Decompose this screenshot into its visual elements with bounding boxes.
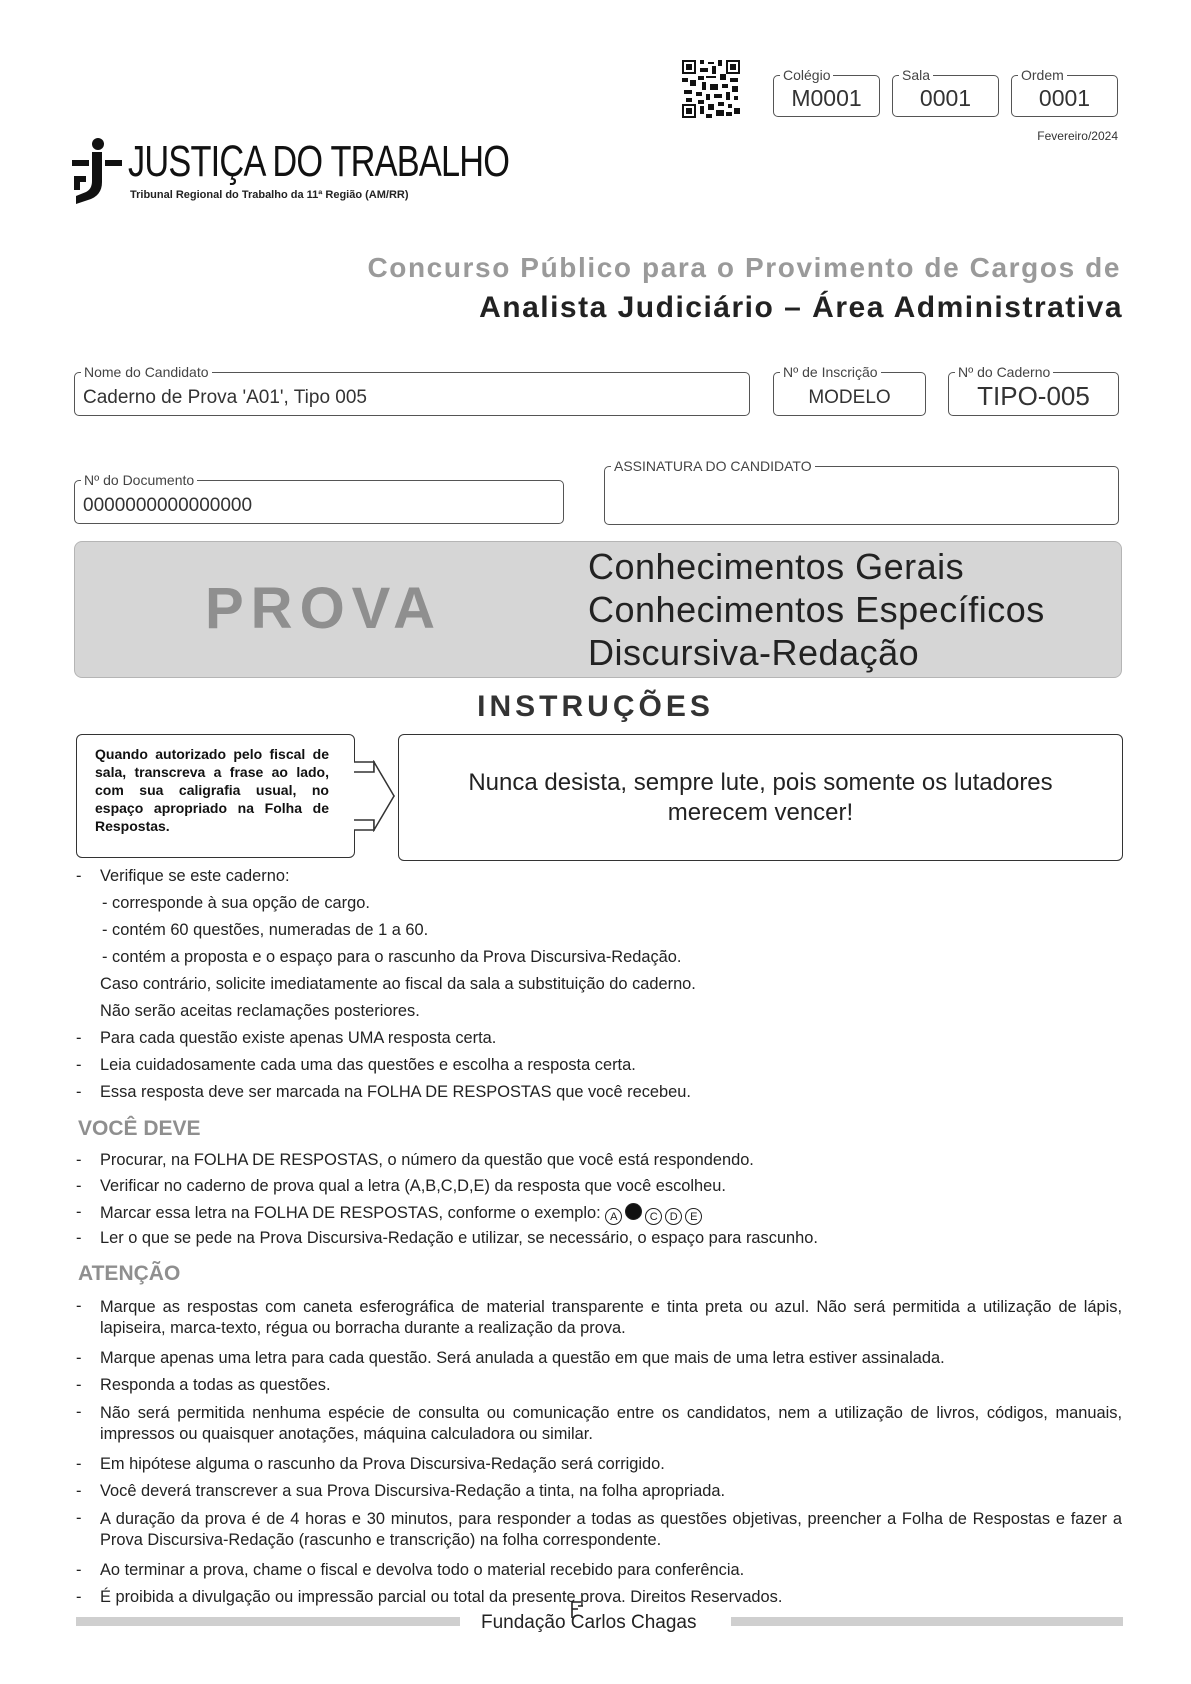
exam-date: Fevereiro/2024 [1037, 129, 1118, 143]
exam-title-line2: Analista Judiciário – Área Administrativa [479, 291, 1123, 324]
inscricao-label: Nº de Inscrição [780, 364, 881, 380]
logo-title: JUSTIÇA DO TRABALHO [128, 137, 510, 186]
qr-code [682, 60, 740, 118]
justica-trabalho-logo-icon [72, 136, 124, 206]
candidate-name-value: Caderno de Prova 'A01', Tipo 005 [83, 387, 367, 408]
signature-label: ASSINATURA DO CANDIDATO [611, 458, 815, 474]
sala-label: Sala [899, 67, 933, 83]
caderno-field[interactable] [948, 364, 1119, 416]
inscricao-field[interactable] [773, 364, 926, 416]
prova-parts [588, 545, 1045, 674]
footer-bar-left [76, 1617, 460, 1626]
sala-value: 0001 [919, 85, 972, 111]
inscricao-value: MODELO [808, 387, 891, 408]
bubble-b-filled [625, 1203, 642, 1220]
documento-field[interactable] [74, 472, 564, 524]
prova-word: PROVA [205, 576, 442, 641]
exam-title-line1: Concurso Público para o Provimento de Cargos de [367, 252, 1121, 283]
bubble-e: E [685, 1208, 702, 1225]
ordem-field [1011, 67, 1118, 117]
ordem-value: 0001 [1038, 85, 1091, 111]
phrase-box [398, 734, 1123, 861]
logo-subtitle: Tribunal Regional do Trabalho da 11ª Região (AM/RR) [130, 189, 409, 201]
transcription-note: Quando autorizado pelo fiscal de sala, transcreva a frase ao lado, com sua caligrafia usual, no espaço apropriado na Folha de Respostas. [76, 734, 355, 858]
sala-field [892, 67, 999, 117]
arrow-right-icon [352, 760, 398, 832]
footer-bar-right [731, 1617, 1123, 1626]
prova-part: Conhecimentos Gerais [588, 546, 965, 587]
documento-label: Nº do Documento [81, 472, 197, 488]
ordem-label: Ordem [1018, 67, 1067, 83]
signature-field[interactable] [604, 458, 1119, 525]
atencao-heading: ATENÇÃO [78, 1262, 181, 1285]
candidate-name-field[interactable] [74, 364, 750, 416]
voce-deve-heading: VOCÊ DEVE [78, 1117, 201, 1140]
caderno-value: TIPO-005 [977, 381, 1090, 411]
colegio-field [773, 67, 880, 117]
instructions-title: INSTRUÇÕES [477, 690, 714, 723]
colegio-label: Colégio [780, 67, 833, 83]
bubble-d: D [665, 1208, 682, 1225]
bubble-c: C [645, 1208, 662, 1225]
footer-text: Fundação Carlos Chagas [481, 1612, 697, 1633]
colegio-value: M0001 [791, 85, 862, 111]
phrase-text: Nunca desista, sempre lute, pois somente os lutadores merecem vencer! [468, 768, 1053, 826]
caderno-label: Nº do Caderno [955, 364, 1053, 380]
candidate-name-label: Nome do Candidato [81, 364, 212, 380]
documento-value: 0000000000000000 [83, 495, 253, 516]
prova-part: Conhecimentos Específicos [588, 589, 1045, 630]
prova-part: Discursiva-Redação [588, 632, 920, 673]
bubble-a: A [605, 1208, 622, 1225]
